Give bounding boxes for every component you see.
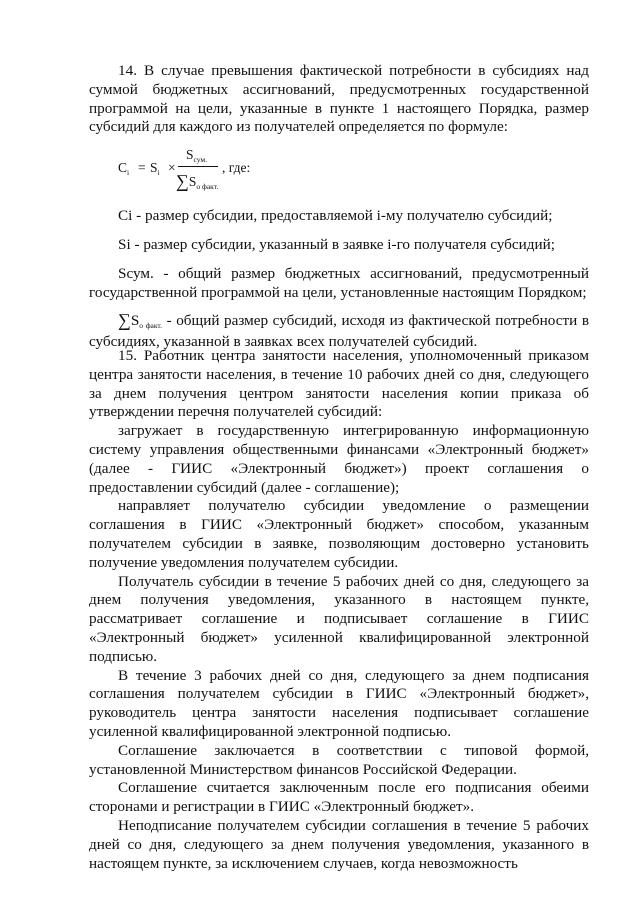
paragraph-15-recipient-sign: Получатель субсидии в течение 5 рабочих дней со дня, следующего за днем получения уведомления, указанного в настоящем пункте, рассматривает соглашение и подписывает соглашение в ГИИС «Электронный бюджет» усиленной квалифицированной электронной подписью. xyxy=(89,572,589,665)
fraction-bar xyxy=(178,166,218,167)
formula-si: $S_i$ xyxy=(150,160,160,177)
formula-times: × xyxy=(168,160,176,175)
paragraph-15-director-sign: В течение 3 рабочих дней со дня, следующего за днем подписания соглашения получателем субсидии в ГИИС «Электронный бюджет», руководитель центра занятости населения подписывает соглашение усиленной квалифицированной электронной подписью. xyxy=(89,666,589,740)
paragraph-15-concluded: Соглашение считается заключенным после его подписания обеими сторонами и регистрации в ГИИС «Электронный бюджет». xyxy=(89,779,589,816)
formula-equals: = xyxy=(138,160,146,175)
subsidy-formula xyxy=(118,146,318,190)
definition-ci: Ci - размер субсидии, предоставляемой i-му получателю субсидий; xyxy=(118,207,553,224)
formula-lhs: $C_i$ xyxy=(118,160,130,177)
paragraph-15-intro: 15. Работник центра занятости населения, уполномоченный приказом центра занятости населения, в течение 10 рабочих дней со дня, следующего за днем получения центром занятости населения копии приказа об утверждении перечня получателей субсидий: xyxy=(89,347,589,421)
paragraph-15-non-signing: Неподписание получателем субсидии соглашения в течение 5 рабочих дней со дня, следующего за днем получения уведомления, указанного в настоящем пункте, за исключением случаев, когда невозможность xyxy=(89,816,589,872)
formula-tail: , где: xyxy=(222,160,251,175)
definition-sum-s-fact: ∑So факт. - общий размер субсидий, исходя из фактической потребности в субсидиях, указанной в заявках всех получателей субсидий. xyxy=(89,310,589,350)
paragraph-15 xyxy=(89,347,589,873)
definition-s-sum: Sсум. - общий размер бюджетных ассигнований, предусмотренный государственной программой на цели, установленные настоящим Порядком; xyxy=(89,265,589,301)
paragraph-15-notify: направляет получателю субсидии уведомление о размещении соглашения в ГИИС «Электронный бюджет» способом, указанным получателем субсидии в заявке, позволяющим достоверно установить получение уведомления получателем субсидии. xyxy=(89,497,589,571)
formula-numerator: $S_{сум.}$ xyxy=(186,147,208,164)
formula-denominator: $\sum S_{o факт.}$ xyxy=(176,171,219,191)
paragraph-15-form: Соглашение заключается в соответствии с типовой формой, установленной Министерством финансов Российской Федерации. xyxy=(89,741,589,778)
paragraph-15-upload: загружает в государственную интегрированную информационную систему управления общественными финансами «Электронный бюджет» (далее - ГИИС «Электронный бюджет») проект соглашения о предоставлении субсидий (далее - соглашение); xyxy=(89,422,589,496)
paragraph-14: 14. В случае превышения фактической потребности в субсидиях над суммой бюджетных ассигнований, предусмотренных государственной программой на цели, указанные в пункте 1 настоящего Порядка, размер субсидий для каждого из получателей определяется по формуле: xyxy=(89,62,589,136)
definition-si: Si - размер субсидии, указанный в заявке i-го получателя субсидий; xyxy=(118,236,555,253)
